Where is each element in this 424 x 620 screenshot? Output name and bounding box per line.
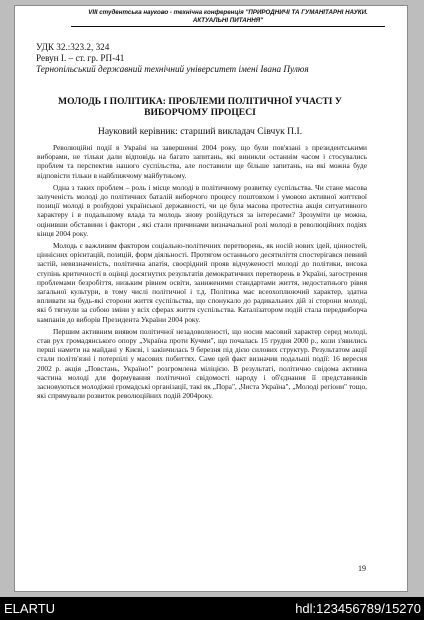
supervisor-line: Науковий керівник: старший викладач Сівчук П.І. — [97, 126, 303, 137]
page-number: 19 — [358, 564, 366, 573]
paragraph: Одна з таких проблем – роль і місце молоді в політичному розвитку суспільства. Чи стане масова залученість молоді до політичних баталій виборчого процесу поштовхом і умовою активної життєвої позиції молоді в розбудові української державності, чи це була масова протестна акція ситуативного характеру і в подальшому влада та молодь знову розійдуться за інтересами? Зрозуміти це можна, оцінивши обставини і фактори , які стали причинами визначальної ролі молоді в революційних подіях кінця 2004 року. — [37, 182, 367, 238]
paragraph: Першим активним виявом політичної незадоволеності, що носив масовий характер серед молоді, став рух громадянського опору „Україна проти Кучми", що почалась 15 грудня 2000 р., коли з'явились перші намети на майдані у Києві, і закінчилась 9 березня під дією силових структур. Результатом акції стали політв'язні і потерпілі у масових побиттях. Саме цей факт визначив подальші події: 16 вересня 2002 р. акція „Повстань, Україно!" розгромлена міліцією. В результаті, політично свідома активна частина молоді для формування політичної свідомості народу і об'єднання її представників засновуються молодіжні громадські організації, такі як „Пора", „Чиста Україна", „Молоді регіони" тощо, які спрямували розвиток революційних подій 2004року. — [37, 326, 367, 401]
paragraph: Молодь є важливим фактором соціально-політичних перетворень, як носій нових ідей, цінностей, ціннісних орієнтацій, позицій, форм діяльності. Протягом останнього десятиліття спостерігався певний застій, невизначеність, політична апатія, своєрідний прояв відчуженості молоді до політики, висока ступінь критичності в оцінці досягнутих результатів демократичних перетворень в Україні, загострення проблемами безробіття, низьким рівнем освіти, заниженими стандартами життя, недостатнього рівня загальної культури, в тому числі політичної і т.д. Політика має всеохоплюючий характер, здатна впливати на будь-які сторони життя суспільства, що спонукало до радикальних дій зі сторони молоді, які б тягнули за собою зміни у всіх сферах життя суспільства. Каталізатором подій стала передвиборча кампанія до виборів Президента України 2004 року. — [37, 241, 367, 324]
university-line: Тернопільський державний технічний університет імені Івана Пулюя — [36, 64, 309, 74]
header-line-1: VIII студентська науково - технічна конференція "ПРИРОДНИЧІ ТА ГУМАНІТАРНІ НАУКИ. — [88, 9, 368, 16]
title-line-1: МОЛОДЬ І ПОЛІТИКА: ПРОБЛЕМИ ПОЛІТИЧНОЇ УЧАСТІ У — [58, 96, 342, 107]
title-line-2: ВИБОРЧОМУ ПРОЦЕСІ — [144, 107, 256, 118]
header-line-2: АКТУАЛЬНІ ПИТАННЯ" — [192, 17, 264, 24]
author-line: Ревун І. – ст. гр. РП-41 — [36, 53, 125, 63]
footer-repository-name: ELARTU — [4, 601, 56, 616]
paper-title — [40, 96, 360, 118]
footer-bar — [0, 597, 424, 620]
paragraph: Революційні події в Україні на завершенні 2004 року, що були пов'язані з президентськими виборами, не тільки дали відповідь на багато запитань, які виникли останнім часом і стосувались проблем та перспектив нашого суспільства, але поставили ще більше запитань, на які можна буде відповісти тільки в найближчому майбутньому. — [37, 143, 367, 180]
udk-code: УДК 32.:323.2, 324 — [36, 42, 110, 52]
footer-handle: hdl:123456789/15270 — [295, 601, 421, 616]
body-text — [37, 143, 367, 403]
header-divider — [71, 26, 385, 27]
conference-header — [75, 9, 381, 25]
